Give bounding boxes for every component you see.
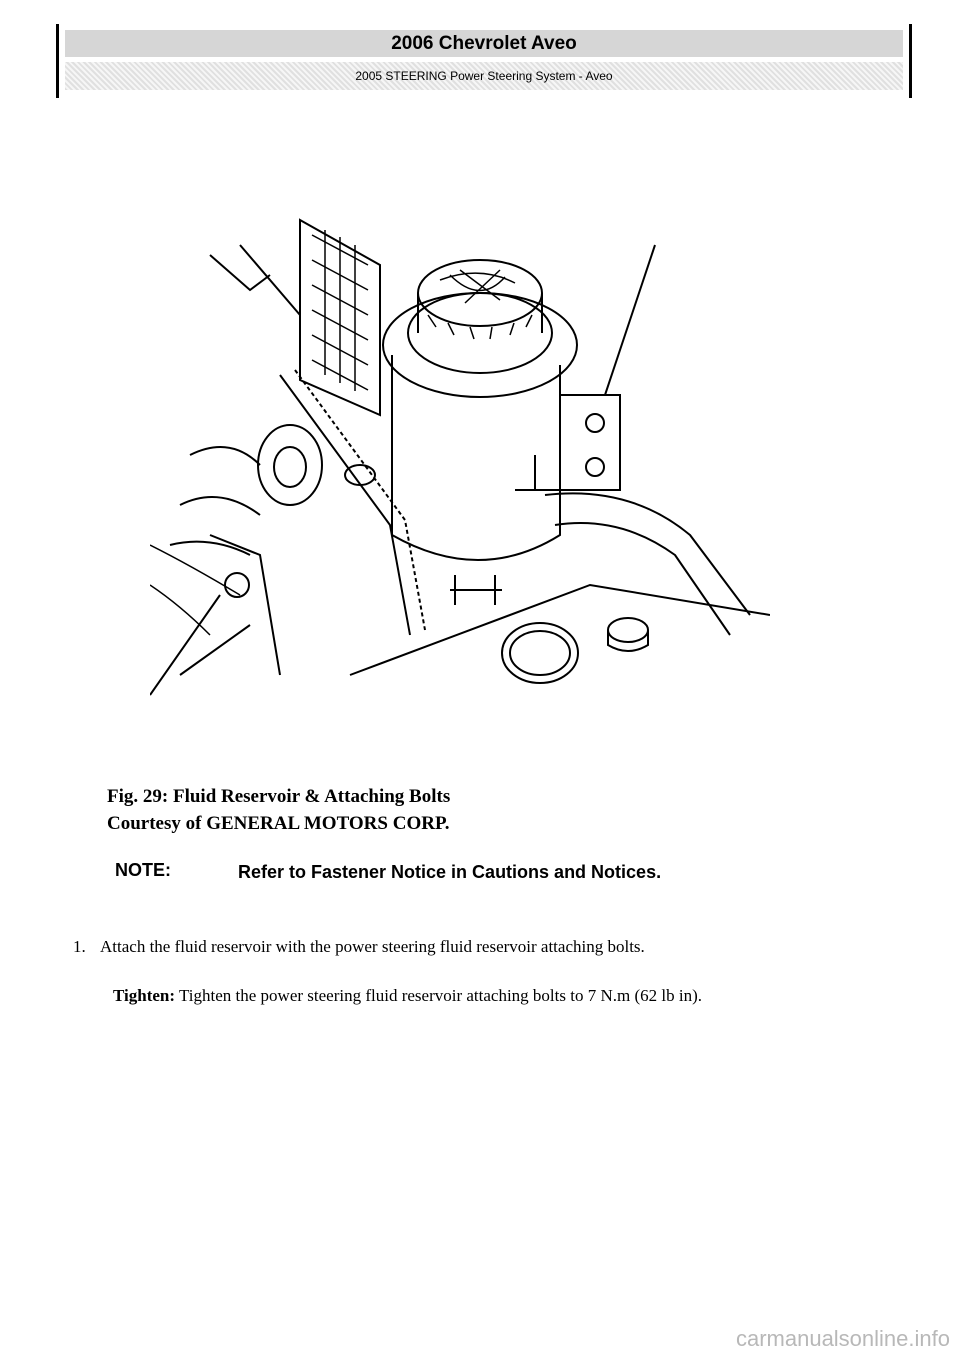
watermark: carmanualsonline.info: [735, 1326, 950, 1351]
document-title: 2006 Chevrolet Aveo: [65, 30, 903, 57]
tighten-instruction: [113, 986, 913, 1006]
caption-credit: Courtesy of GENERAL MOTORS CORP.: [107, 813, 450, 834]
step-text: Attach the fluid reservoir with the power steering fluid reservoir attaching bolts.: [100, 937, 645, 956]
tighten-label: Tighten:: [113, 986, 176, 1005]
note-text: Refer to Fastener Notice in Cautions and Notices.: [238, 862, 662, 882]
page-header: [56, 24, 912, 98]
step-number: 1.: [73, 937, 86, 956]
figure-caption: [107, 783, 450, 837]
fluid-reservoir-illustration: [150, 205, 770, 700]
document-subtitle: 2005 STEERING Power Steering System - Aveo: [65, 62, 903, 90]
tighten-text: Tighten the power steering fluid reservoir attaching bolts to 7 N.m (62 lb in).: [179, 986, 702, 1005]
note-label: NOTE:: [115, 860, 171, 880]
caption-title: Fig. 29: Fluid Reservoir & Attaching Bolts: [107, 786, 451, 807]
